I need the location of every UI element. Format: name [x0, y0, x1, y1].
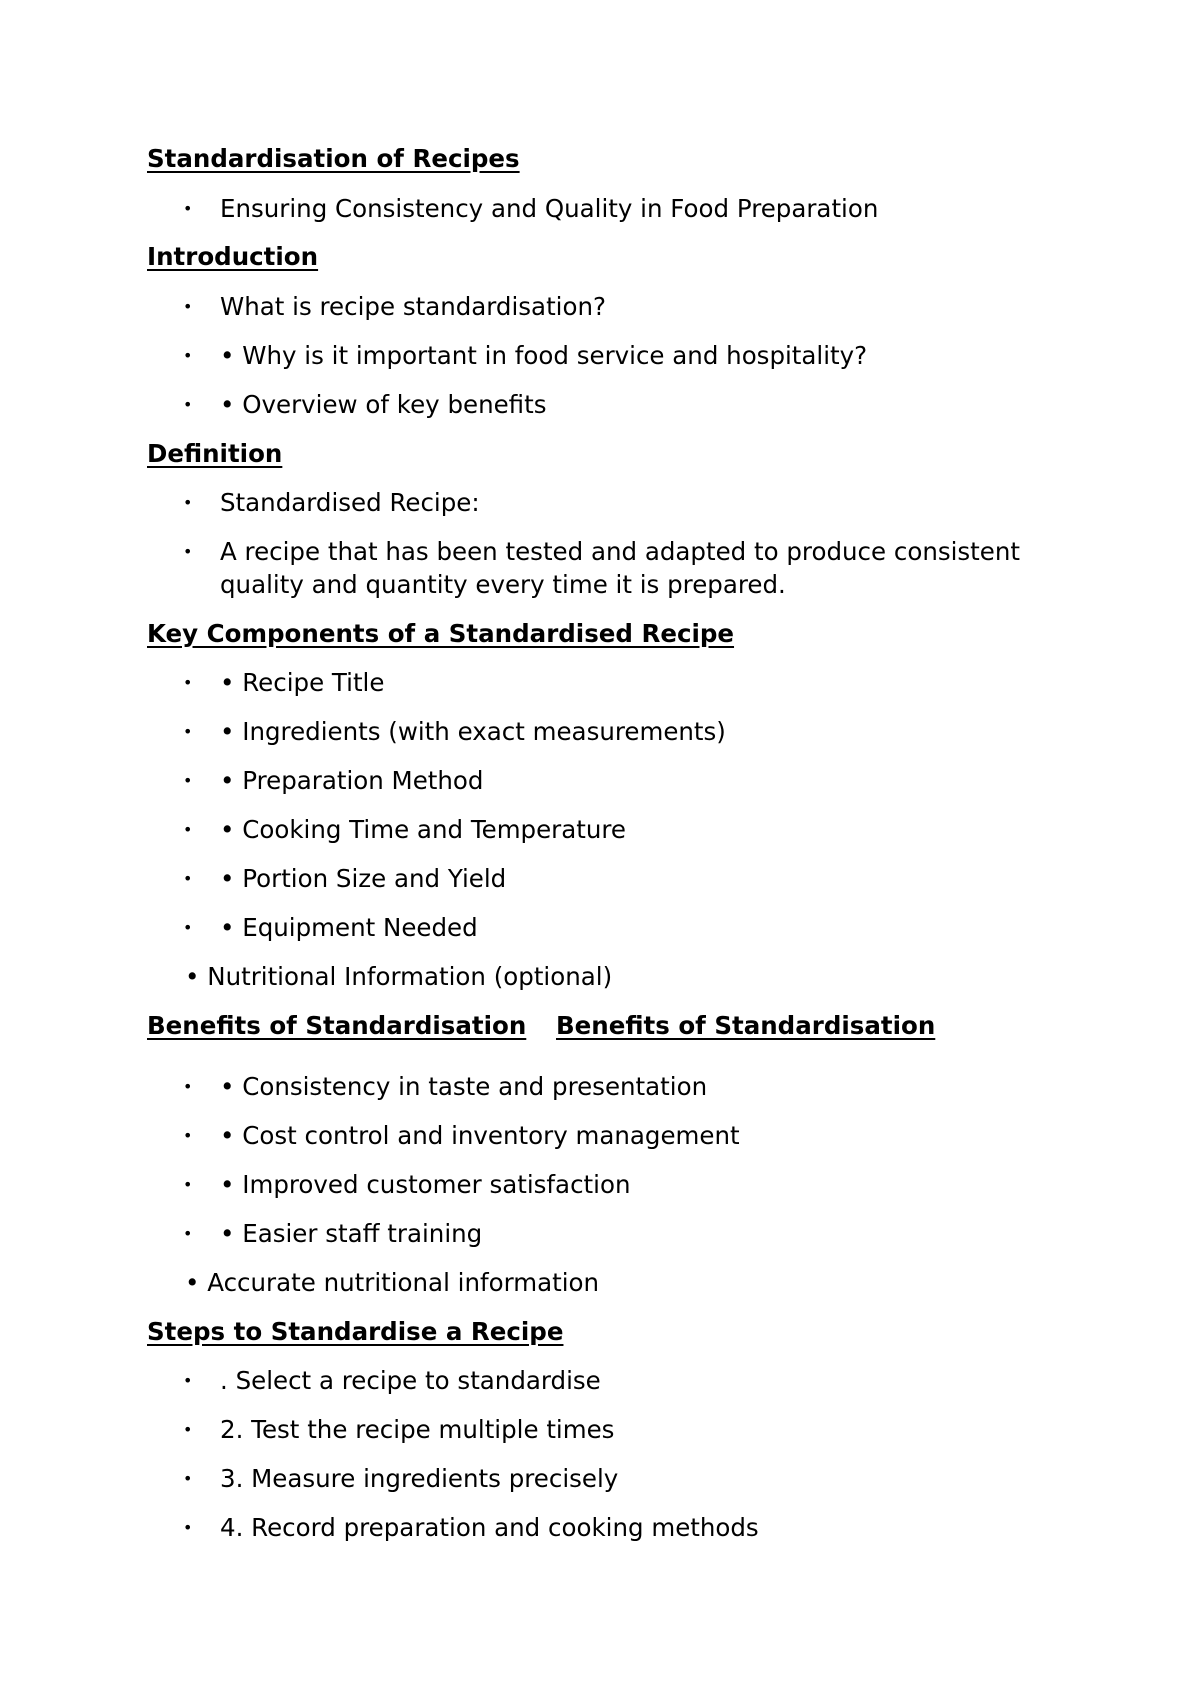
list-item: • Improved customer satisfaction [220, 1170, 631, 1199]
bullet-icon: • [183, 820, 193, 839]
bullet-icon: • [183, 1371, 193, 1390]
bullet-icon: • [183, 771, 193, 790]
definition-heading: Definition [147, 439, 283, 468]
bullet-icon: • [183, 1224, 193, 1243]
list-item: What is recipe standardisation? [220, 292, 607, 321]
bullet-icon: • [183, 493, 193, 512]
list-item: . Select a recipe to standardise [220, 1366, 601, 1395]
bullet-icon: • [183, 1420, 193, 1439]
list-item: • Easier staff training [220, 1219, 483, 1248]
bullet-icon: • [183, 1126, 193, 1145]
list-item: • Preparation Method [220, 766, 484, 795]
list-item: 4. Record preparation and cooking methods [220, 1513, 759, 1542]
benefits-heading: Benefits of Standardisation [147, 1011, 527, 1040]
introduction-heading: Introduction [147, 242, 319, 271]
bullet-icon: • [183, 673, 193, 692]
document-title: Standardisation of Recipes [147, 144, 520, 173]
list-item: • Cost control and inventory management [220, 1121, 740, 1150]
list-item: A recipe that has been tested and adapted to produce consistent [220, 537, 1020, 566]
list-item: • Consistency in taste and presentation [220, 1072, 708, 1101]
bullet-icon: • [183, 1469, 193, 1488]
list-item: 3. Measure ingredients precisely [220, 1464, 619, 1493]
list-item-continuation: quality and quantity every time it is prepared. [220, 570, 786, 599]
bullet-icon: • [183, 346, 193, 365]
list-item: • Accurate nutritional information [185, 1268, 600, 1297]
steps-heading: Steps to Standardise a Recipe [147, 1317, 564, 1346]
bullet-icon: • [183, 199, 193, 218]
bullet-icon: • [183, 542, 193, 561]
components-heading: Key Components of a Standardised Recipe [147, 619, 735, 648]
list-item: • Cooking Time and Temperature [220, 815, 627, 844]
list-item: Standardised Recipe: [220, 488, 480, 517]
bullet-icon: • [183, 1518, 193, 1537]
bullet-icon: • [183, 722, 193, 741]
bullet-icon: • [183, 297, 193, 316]
list-item: • Portion Size and Yield [220, 864, 507, 893]
bullet-icon: • [183, 1077, 193, 1096]
list-item: 2. Test the recipe multiple times [220, 1415, 615, 1444]
benefits-heading-duplicate: Benefits of Standardisation [556, 1011, 936, 1040]
bullet-icon: • [183, 918, 193, 937]
list-item: • Nutritional Information (optional) [185, 962, 613, 991]
list-item: • Recipe Title [220, 668, 385, 697]
bullet-icon: • [183, 1175, 193, 1194]
list-item: • Ingredients (with exact measurements) [220, 717, 726, 746]
list-item: • Equipment Needed [220, 913, 478, 942]
bullet-icon: • [183, 395, 193, 414]
subtitle-item: Ensuring Consistency and Quality in Food Preparation [220, 194, 879, 223]
list-item: • Overview of key benefits [220, 390, 547, 419]
list-item: • Why is it important in food service and hospitality? [220, 341, 868, 370]
bullet-icon: • [183, 869, 193, 888]
